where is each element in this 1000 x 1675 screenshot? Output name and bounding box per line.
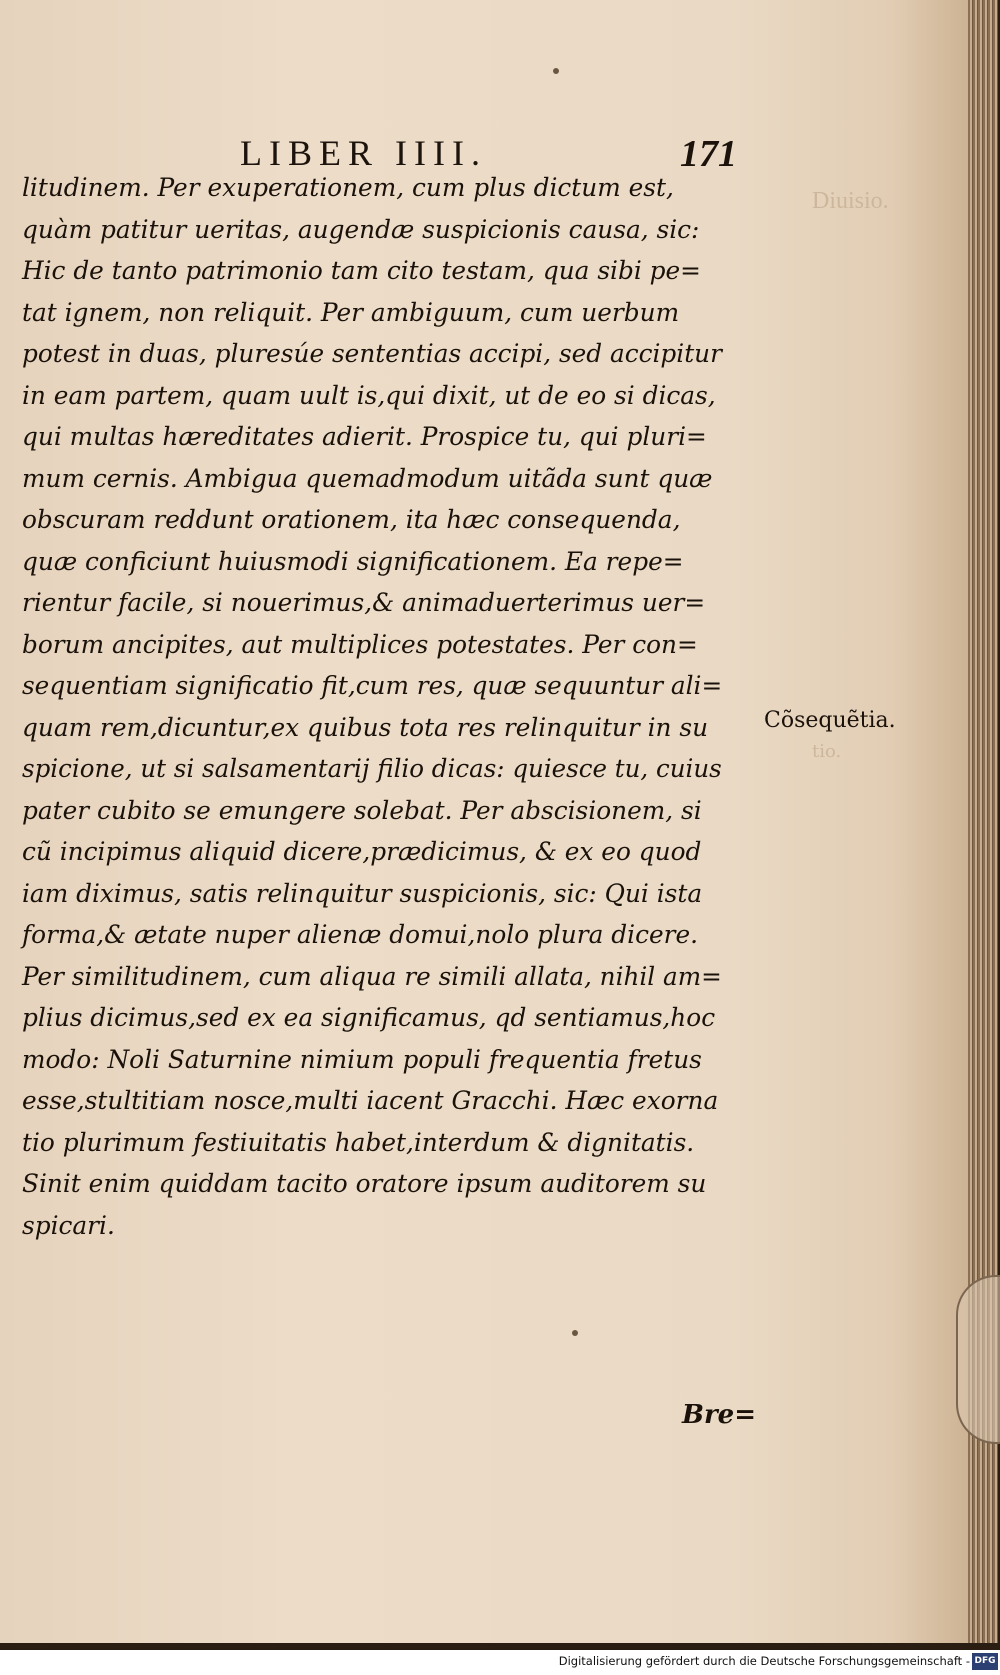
funding-credit: Digitalisierung gefördert durch die Deutsche Forschungsgemeinschaft - — [558, 1654, 970, 1668]
text-line: qui multas hæreditates adierit. Prospice tu, qui pluri= — [22, 422, 707, 452]
text-line: spicari. — [22, 1210, 115, 1241]
text-line: quam rem,dicuntur,ex quibus tota res relinquitur in su — [22, 712, 709, 743]
text-line: mum cernis. Ambigua quemadmodum uitãda sunt quæ — [22, 463, 713, 494]
text-line: spicione, ut si salsamentarij filio dicas: quiesce tu, cuius — [22, 754, 722, 784]
margin-note: Cõsequẽtia. — [764, 708, 896, 733]
show-through-text: Diuisio. — [812, 188, 889, 214]
text-line: iam diximus, satis relinquitur suspicionis, sic: Qui ista — [22, 878, 703, 909]
text-line: Hic de tanto patrimonio tam cito testam, qua sibi pe= — [22, 256, 701, 286]
dfg-logo: DFG — [972, 1653, 998, 1670]
body-text — [22, 168, 742, 1247]
text-line: cũ incipimus aliquid dicere,prædicimus, & ex eo quod — [22, 837, 702, 867]
show-through-margin: tio. — [812, 741, 842, 762]
text-line: obscuram reddunt orationem, ita hæc consequenda, — [22, 505, 681, 535]
text-line: in eam partem, quam uult is,qui dixit, ut de eo si dicas, — [22, 380, 716, 411]
text-line: modo: Noli Saturnine nimium populi frequentia fretus — [22, 1044, 702, 1075]
running-head: LIBER IIII. — [240, 133, 487, 173]
text-line: forma,& ætate nuper alienæ domui,nolo plura dicere. — [22, 920, 699, 950]
text-line: plius dicimus,sed ex ea significamus, qd sentiamus,hoc — [22, 1003, 716, 1033]
text-line: potest in duas, pluresúe sententias accipi, sed accipitur — [22, 339, 722, 369]
catchword: Bre= — [682, 1400, 757, 1430]
text-line: borum ancipites, aut multiplices potestates. Per con= — [22, 629, 698, 660]
text-line: Sinit enim quiddam tacito oratore ipsum auditorem su — [22, 1169, 707, 1199]
text-line: rientur facile, si nouerimus,& animaduerterimus uer= — [22, 588, 706, 618]
digitization-footer — [0, 1650, 1000, 1675]
text-line: esse,stultitiam nosce,multi iacent Gracchi. Hæc exorna — [22, 1086, 719, 1116]
clip-tab — [956, 1275, 1000, 1444]
text-line: sequentiam significatio fit,cum res, quæ sequuntur ali= — [22, 671, 723, 701]
ink-spot — [553, 68, 559, 74]
text-line: pater cubito se emungere solebat. Per abscisionem, si — [22, 795, 702, 826]
text-line: quàm patitur ueritas, augendæ suspicionis causa, sic: — [22, 214, 700, 245]
text-line: tio plurimum festiuitatis habet,interdum & dignitatis. — [22, 1127, 695, 1158]
text-line: quæ conficiunt huiusmodi significationem. Ea repe= — [22, 546, 684, 577]
folio-number: 171 — [680, 133, 737, 175]
text-line: tat ignem, non reliquit. Per ambiguum, cum uerbum — [22, 297, 680, 328]
text-line: Per similitudinem, cum aliqua re simili allata, nihil am= — [22, 961, 722, 992]
ink-spot — [572, 1330, 578, 1336]
text-line: litudinem. Per exuperationem, cum plus dictum est, — [22, 173, 674, 203]
